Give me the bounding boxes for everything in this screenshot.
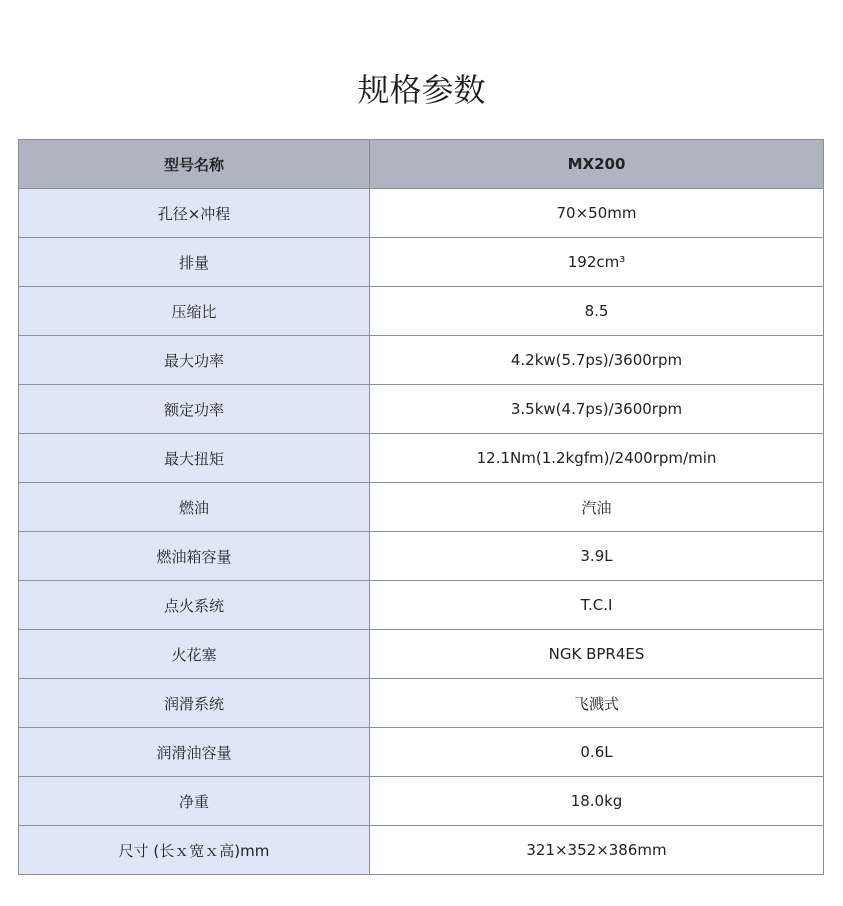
spec-value-cell: 汽油 (370, 483, 824, 532)
table-row (19, 336, 824, 385)
table-row (19, 777, 824, 826)
table-row (19, 532, 824, 581)
spec-value-cell: 3.9L (370, 532, 824, 581)
spec-table (18, 139, 824, 875)
spec-value-cell: 192cm³ (370, 238, 824, 287)
table-row (19, 483, 824, 532)
table-row (19, 189, 824, 238)
spec-label-cell: 额定功率 (19, 385, 370, 434)
spec-label-cell: 孔径×冲程 (19, 189, 370, 238)
spec-table-header (19, 140, 824, 189)
spec-value-cell: 0.6L (370, 728, 824, 777)
table-row (19, 826, 824, 875)
page-title: 规格参数 (357, 71, 486, 109)
spec-label-cell: 排量 (19, 238, 370, 287)
spec-label-cell: 净重 (19, 777, 370, 826)
table-row (19, 238, 824, 287)
table-row (19, 679, 824, 728)
table-row (19, 728, 824, 777)
spec-table-body (19, 189, 824, 875)
spec-label-cell: 燃油箱容量 (19, 532, 370, 581)
spec-value-cell: 12.1Nm(1.2kgfm)/2400rpm/min (370, 434, 824, 483)
table-header-row (19, 140, 824, 189)
spec-value-cell: 8.5 (370, 287, 824, 336)
spec-value-cell: 4.2kw(5.7ps)/3600rpm (370, 336, 824, 385)
table-row (19, 630, 824, 679)
spec-label-cell: 润滑油容量 (19, 728, 370, 777)
spec-label-cell: 点火系统 (19, 581, 370, 630)
spec-label-cell: 火花塞 (19, 630, 370, 679)
spec-value-cell: 3.5kw(4.7ps)/3600rpm (370, 385, 824, 434)
table-row (19, 434, 824, 483)
spec-value-cell: 18.0kg (370, 777, 824, 826)
spec-value-cell: T.C.I (370, 581, 824, 630)
spec-value-cell: 飞溅式 (370, 679, 824, 728)
header-label-cell: 型号名称 (19, 140, 370, 189)
spec-label-cell: 最大扭矩 (19, 434, 370, 483)
spec-label-cell: 尺寸 (长ｘ宽ｘ高)mm (19, 826, 370, 875)
spec-value-cell: 321×352×386mm (370, 826, 824, 875)
spec-label-cell: 润滑系统 (19, 679, 370, 728)
table-row (19, 385, 824, 434)
spec-value-cell: 70×50mm (370, 189, 824, 238)
table-row (19, 581, 824, 630)
table-row (19, 287, 824, 336)
spec-label-cell: 压缩比 (19, 287, 370, 336)
spec-label-cell: 燃油 (19, 483, 370, 532)
header-model-cell: MX200 (370, 140, 824, 189)
spec-label-cell: 最大功率 (19, 336, 370, 385)
spec-value-cell: NGK BPR4ES (370, 630, 824, 679)
